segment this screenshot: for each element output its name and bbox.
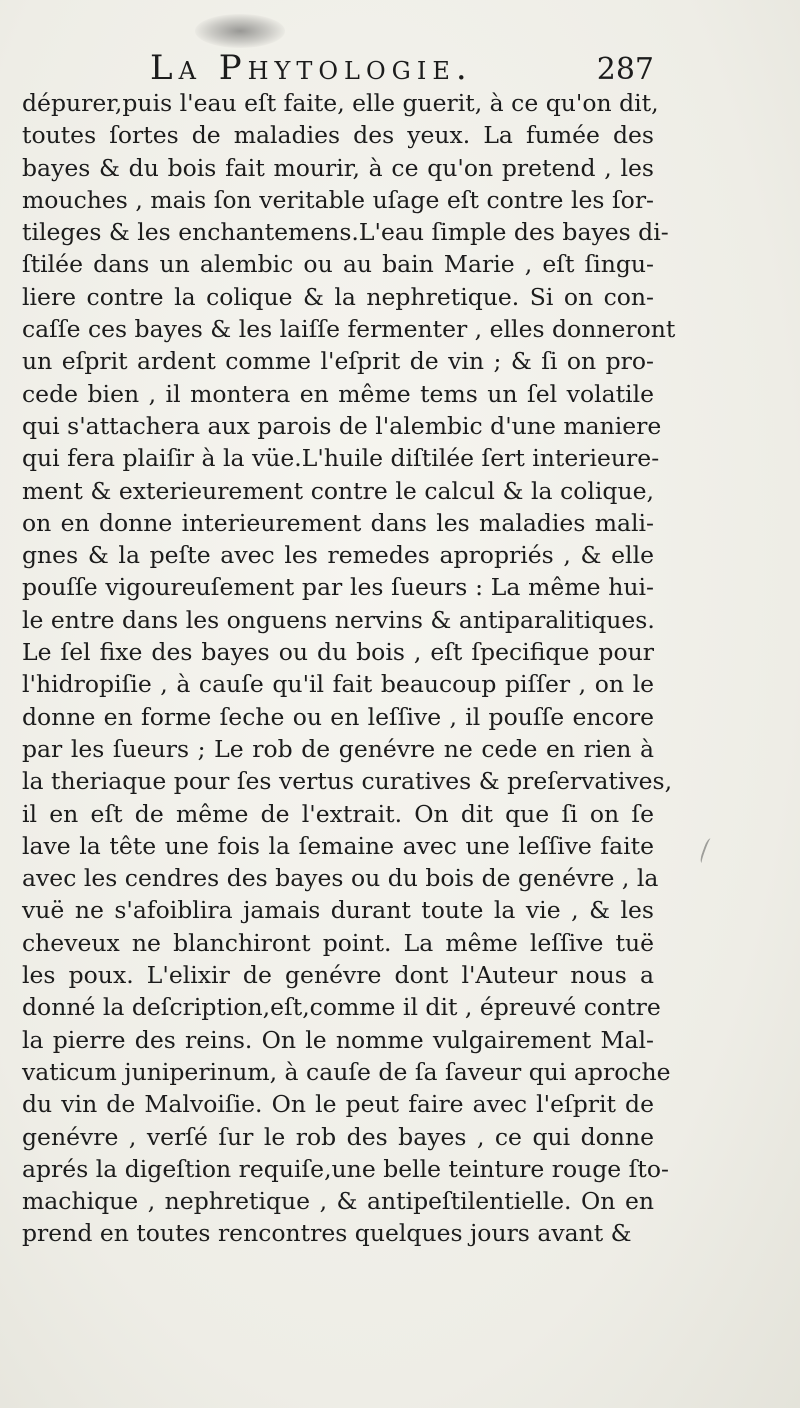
- page-number: 287: [596, 52, 654, 87]
- text-line: liere contre la colique & la nephretique. Si on con-: [22, 282, 654, 311]
- text-line: machique , nephretique , & antipeſtilentielle. On en: [22, 1187, 654, 1216]
- text-line: ment & exterieurement contre le calcul & la colique,: [22, 476, 654, 505]
- text-line: qui fera plaiſir à la vüe.L'huile diſtilée ſert interieure-: [22, 444, 660, 473]
- text-line: prend en toutes rencontres quelques jours avant &: [22, 1219, 632, 1248]
- text-line: l'hidropiſie , à cauſe qu'il fait beaucoup piſſer , on le: [22, 670, 654, 699]
- text-line: avec les cendres des bayes ou du bois de genévre , la: [22, 864, 659, 893]
- running-head: La Phytologie.: [150, 48, 473, 88]
- body-text: [22, 87, 676, 1250]
- text-line: dépurer,puis l'eau eſt faite, elle guerit, à ce qu'on dit,: [22, 89, 659, 117]
- text-line: du vin de Malvoiſie. On le peut faire avec l'eſprit de: [22, 1090, 654, 1119]
- text-line: par les ſueurs ; Le rob de genévre ne cede en rien à: [22, 734, 654, 763]
- text-line: gnes & la peſte avec les remedes apropriés , & elle: [22, 541, 654, 570]
- ink-smudge: [195, 14, 285, 48]
- text-line: la pierre des reins. On le nomme vulgairement Mal-: [22, 1025, 654, 1054]
- text-line: la theriaque pour ſes vertus curatives & preſervatives,: [22, 767, 673, 796]
- text-line: genévre , verſé ſur le rob des bayes , ce qui donne: [22, 1122, 654, 1151]
- text-line: on en donne interieurement dans les maladies mali-: [22, 508, 654, 537]
- text-line: cede bien , il montera en même tems un ſel volatile: [22, 379, 654, 408]
- text-line: qui s'attachera aux parois de l'alembic d'une maniere: [22, 411, 662, 440]
- text-line: un eſprit ardent comme l'eſprit de vin ; & ſi on pro-: [22, 347, 654, 376]
- text-line: tileges & les enchantemens.L'eau ſimple des bayes di-: [22, 218, 669, 247]
- text-line: donne en forme ſeche ou en leſſive , il pouſſe encore: [22, 702, 654, 731]
- text-line: il en eſt de même de l'extrait. On dit que ſi on ſe: [22, 799, 654, 828]
- text-line: caſſe ces bayes & les laiſſe fermenter , elles donneront: [22, 315, 676, 344]
- text-line: les poux. L'elixir de genévre dont l'Auteur nous a: [22, 961, 654, 990]
- text-line: ſtilée dans un alembic ou au bain Marie , eſt ſingu-: [22, 250, 654, 279]
- text-line: Le ſel fixe des bayes ou du bois , eſt ſpecifique pour: [22, 638, 654, 667]
- text-line: bayes & du bois fait mourir, à ce qu'on pretend , les: [22, 153, 654, 182]
- text-line: aprés la digeſtion requiſe,une belle teinture rouge ſto-: [22, 1154, 669, 1183]
- text-line: vaticum juniperinum, à cauſe de ſa ſaveur qui aproche: [22, 1057, 671, 1086]
- text-line: le entre dans les onguens nervins & antiparalitiques.: [22, 605, 655, 634]
- text-line: donné la deſcription,eſt,comme il dit , épreuvé contre: [22, 993, 661, 1022]
- text-line: pouſſe vigoureuſement par les ſueurs : La même hui-: [22, 573, 654, 602]
- text-line: lave la tête une fois la ſemaine avec une leſſive faite: [22, 831, 654, 860]
- text-line: vuë ne s'afoiblira jamais durant toute la vie , & les: [22, 896, 654, 925]
- text-line: cheveux ne blanchiront point. La même leſſive tuë: [22, 928, 654, 957]
- text-line: mouches , mais ſon veritable uſage eſt contre les ſor-: [22, 185, 654, 214]
- margin-ink-mark: [699, 837, 715, 864]
- text-line: toutes ſortes de maladies des yeux. La fumée des: [22, 121, 654, 150]
